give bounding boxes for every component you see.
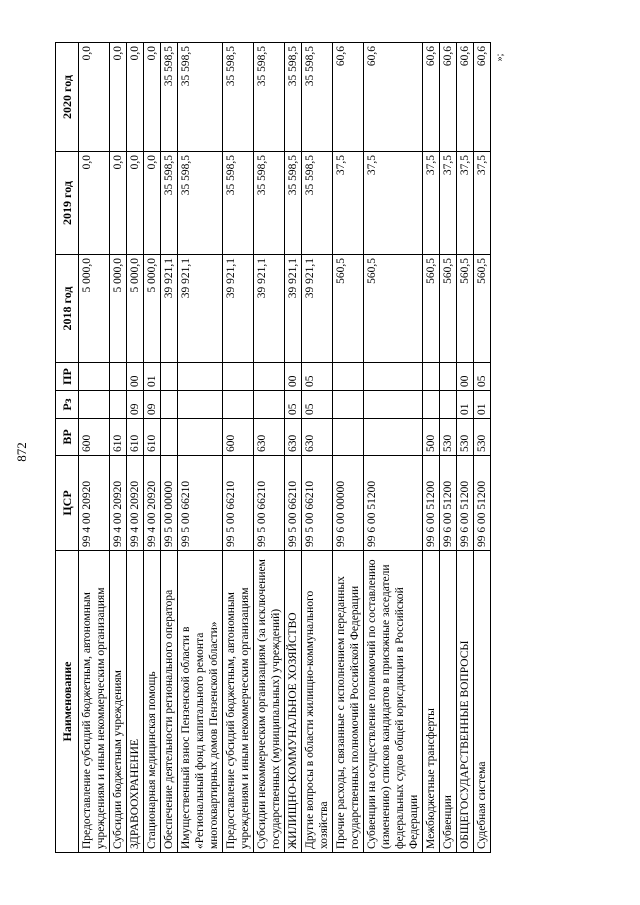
table-row [364,43,423,853]
cell-name: Прочие расходы, связанные с исполнением переданных государственных полномочий Российской Федерации [333,551,364,853]
header-2019: 2019 год [56,152,79,255]
cell-csr: 99 4 00 20920 [79,456,110,551]
table-body [79,43,491,853]
table-row [423,43,440,853]
cell-csr: 99 6 00 51200 [457,456,474,551]
table-row [440,43,457,853]
cell-2019: 35 598,5 [178,152,223,255]
cell-pr [161,363,178,391]
cell-2019: 35 598,5 [223,152,254,255]
page-number: 872 [14,442,29,462]
cell-name: Обеспечение деятельности регионального оператора [161,551,178,853]
cell-2020: 35 598,5 [161,43,178,152]
table-row [333,43,364,853]
cell-2019: 35 598,5 [285,152,302,255]
cell-name: Субсидии некоммерческим организациям (за исключением государственных (муниципальных) учреждений) [254,551,285,853]
cell-pr: 05 [302,363,333,391]
cell-2020: 0,0 [127,43,144,152]
cell-vr: 600 [79,419,110,456]
cell-vr: 630 [254,419,285,456]
table-row [79,43,110,853]
cell-rz: 01 [474,391,491,419]
cell-vr: 530 [440,419,457,456]
cell-2019: 0,0 [127,152,144,255]
cell-2018: 560,5 [440,255,457,363]
cell-2019: 0,0 [79,152,110,255]
cell-name: Межбюджетные трансферты [423,551,440,853]
cell-name: Предоставление субсидий бюджетным, автономным учреждениям и иным некоммерческим организациям [79,551,110,853]
header-2020: 2020 год [56,43,79,152]
header-2018: 2018 год [56,255,79,363]
cell-pr [423,363,440,391]
cell-name: Другие вопросы в области жилищно-коммунального хозяйства [302,551,333,853]
cell-2019: 0,0 [144,152,161,255]
cell-rz: 01 [457,391,474,419]
cell-pr: 00 [127,363,144,391]
cell-csr: 99 6 00 51200 [474,456,491,551]
table-row [457,43,474,853]
cell-2018: 39 921,1 [223,255,254,363]
cell-pr: 01 [144,363,161,391]
cell-vr: 630 [302,419,333,456]
cell-pr [333,363,364,391]
cell-name: Предоставление субсидий бюджетным, автономным учреждениям и иным некоммерческим организациям [223,551,254,853]
cell-2018: 560,5 [333,255,364,363]
table-row [254,43,285,853]
cell-csr: 99 4 00 20920 [110,456,127,551]
cell-name: Судебная система [474,551,491,853]
cell-pr [79,363,110,391]
cell-vr: 600 [223,419,254,456]
cell-csr: 99 6 00 51200 [423,456,440,551]
cell-rz [423,391,440,419]
cell-2020: 0,0 [110,43,127,152]
cell-csr: 99 5 00 66210 [254,456,285,551]
table-row [302,43,333,853]
cell-2018: 5 000,0 [144,255,161,363]
cell-rz [79,391,110,419]
table-row [223,43,254,853]
cell-2020: 60,6 [457,43,474,152]
cell-csr: 99 6 00 51200 [440,456,457,551]
cell-2019: 35 598,5 [302,152,333,255]
cell-pr [364,363,423,391]
cell-2018: 560,5 [457,255,474,363]
cell-vr: 610 [127,419,144,456]
table-header-row [56,43,79,853]
cell-2019: 37,5 [440,152,457,255]
cell-2020: 35 598,5 [178,43,223,152]
header-rz: Рз [56,391,79,419]
cell-pr [110,363,127,391]
table-row [144,43,161,853]
cell-vr: 500 [423,419,440,456]
cell-name: Субсидии бюджетным учреждениям [110,551,127,853]
cell-vr: 610 [110,419,127,456]
cell-2018: 560,5 [364,255,423,363]
header-name: Наименование [56,551,79,853]
cell-2020: 35 598,5 [285,43,302,152]
cell-pr: 05 [474,363,491,391]
table-row [178,43,223,853]
cell-2019: 0,0 [110,152,127,255]
cell-rz: 09 [144,391,161,419]
cell-2018: 39 921,1 [178,255,223,363]
cell-name: ЖИЛИЩНО-КОММУНАЛЬНОЕ ХОЗЯЙСТВО [285,551,302,853]
cell-name: Субвенции на осуществление полномочий по составлению (изменению) списков кандидатов в присяжные заседатели федеральных судов общей юрисдикции в Российской Федерации [364,551,423,853]
cell-pr [254,363,285,391]
cell-csr: 99 5 00 66210 [223,456,254,551]
cell-csr: 99 5 00 66210 [302,456,333,551]
cell-name: Имущественный взнос Пензенской области в «Региональный фонд капитального ремонта многоквартирных домов Пензенской области» [178,551,223,853]
table-row [474,43,491,853]
cell-2018: 560,5 [474,255,491,363]
cell-csr: 99 5 00 66210 [285,456,302,551]
cell-csr: 99 4 00 20920 [144,456,161,551]
cell-2019: 37,5 [457,152,474,255]
header-vr: ВР [56,419,79,456]
cell-rz: 05 [285,391,302,419]
cell-2020: 60,6 [474,43,491,152]
cell-vr [161,419,178,456]
cell-rz [223,391,254,419]
cell-pr [223,363,254,391]
cell-csr: 99 5 00 66210 [178,456,223,551]
table-row [161,43,178,853]
cell-rz [161,391,178,419]
cell-2019: 37,5 [364,152,423,255]
cell-2020: 0,0 [144,43,161,152]
cell-pr [440,363,457,391]
cell-2019: 37,5 [474,152,491,255]
cell-name: ЗДРАВООХРАНЕНИЕ [127,551,144,853]
cell-rz: 09 [127,391,144,419]
cell-2018: 39 921,1 [302,255,333,363]
cell-rz [440,391,457,419]
cell-name: Стационарная медицинская помощь [144,551,161,853]
cell-2020: 35 598,5 [223,43,254,152]
cell-rz: 05 [302,391,333,419]
cell-2020: 35 598,5 [254,43,285,152]
cell-rz [110,391,127,419]
cell-csr: 99 4 00 20920 [127,456,144,551]
cell-2020: 60,6 [423,43,440,152]
cell-rz [178,391,223,419]
cell-2020: 60,6 [440,43,457,152]
cell-vr [364,419,423,456]
cell-2019: 37,5 [333,152,364,255]
cell-pr: 00 [285,363,302,391]
table-row [110,43,127,853]
cell-2020: 35 598,5 [302,43,333,152]
budget-table-container [55,43,502,853]
cell-pr: 00 [457,363,474,391]
cell-name: ОБЩЕГОСУДАРСТВЕННЫЕ ВОПРОСЫ [457,551,474,853]
cell-csr: 99 6 00 51200 [364,456,423,551]
cell-rz [364,391,423,419]
cell-vr: 630 [285,419,302,456]
cell-2020: 60,6 [333,43,364,152]
table-row [285,43,302,853]
cell-2018: 560,5 [423,255,440,363]
cell-2018: 5 000,0 [79,255,110,363]
cell-vr: 530 [457,419,474,456]
header-pr: ПР [56,363,79,391]
corner-mark: »; [494,53,506,62]
cell-csr: 99 5 00 00000 [161,456,178,551]
cell-vr [178,419,223,456]
cell-2018: 5 000,0 [110,255,127,363]
cell-vr: 530 [474,419,491,456]
table-row [127,43,144,853]
cell-2018: 39 921,1 [161,255,178,363]
cell-rz [254,391,285,419]
cell-2019: 37,5 [423,152,440,255]
header-csr: ЦСР [56,456,79,551]
cell-2020: 60,6 [364,43,423,152]
cell-2019: 35 598,5 [254,152,285,255]
cell-2019: 35 598,5 [161,152,178,255]
cell-name: Субвенции [440,551,457,853]
cell-vr: 610 [144,419,161,456]
cell-2018: 5 000,0 [127,255,144,363]
budget-table [55,42,491,853]
cell-vr [333,419,364,456]
cell-2018: 39 921,1 [285,255,302,363]
cell-pr [178,363,223,391]
cell-csr: 99 6 00 00000 [333,456,364,551]
cell-2020: 0,0 [79,43,110,152]
cell-2018: 39 921,1 [254,255,285,363]
cell-rz [333,391,364,419]
